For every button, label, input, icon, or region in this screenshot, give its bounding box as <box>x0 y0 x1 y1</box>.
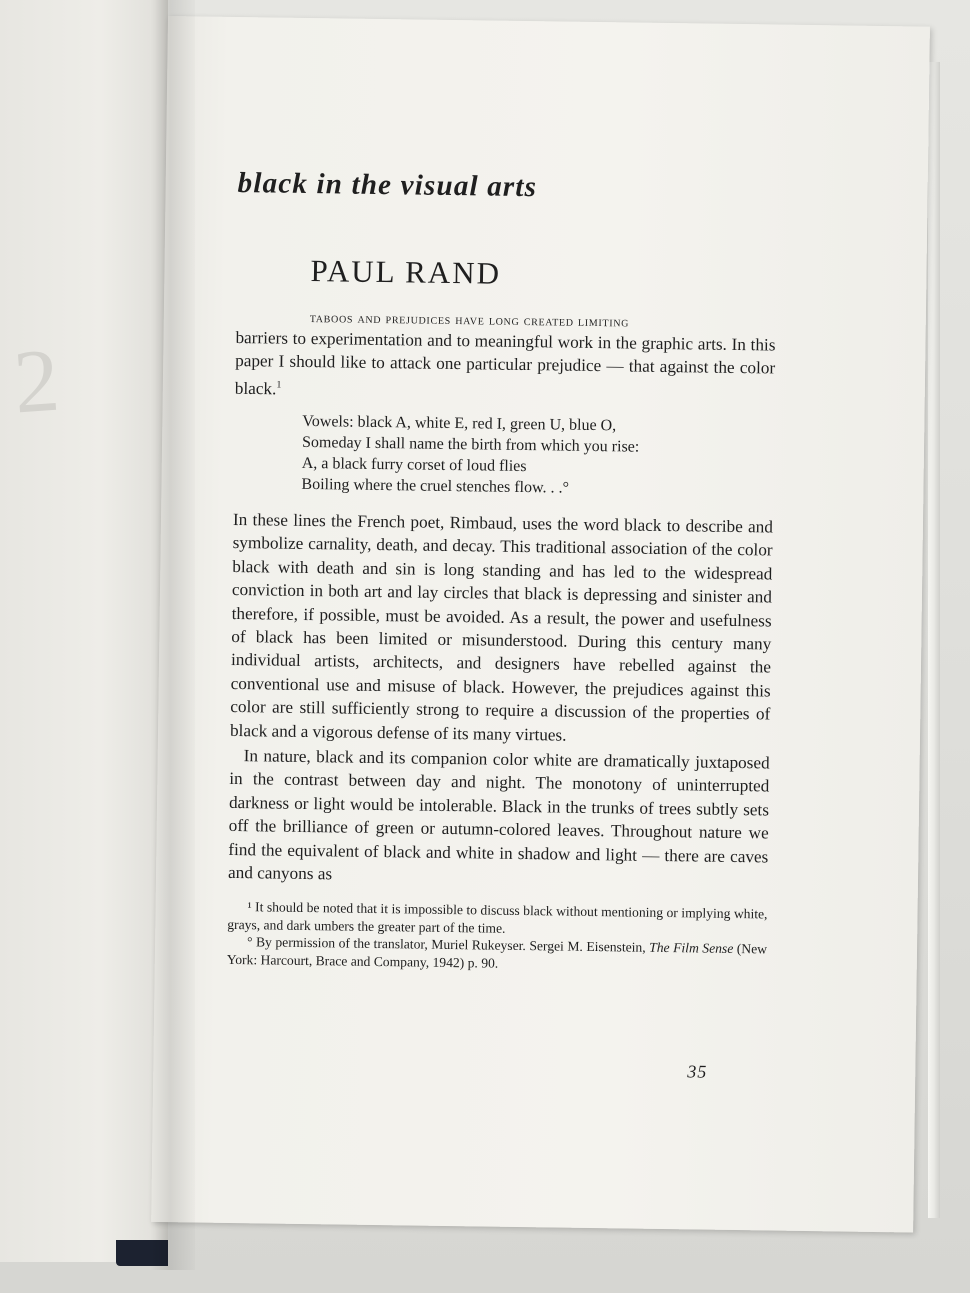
footnote-2-title: The Film Sense <box>649 940 734 957</box>
paragraph-3: In nature, black and its companion color white are dramatically juxtaposed in the contrast between day and night. The monotony of uninterrupted darkness or light would be intolerable. Black in the trunks of trees subtly sets off the brilliance of green or autumn-colored leaves. Throughout nature we find the equivalent of black and white in shadow and light — there are caves and canyons as <box>227 746 770 884</box>
page-number: 35 <box>687 1061 708 1082</box>
footnote-1: ¹ It should be noted that it is impossible to discuss black without mentioning or implying white, grays, and dark umbers the greater part of the time. <box>227 899 768 936</box>
footnote-2 <box>227 933 767 976</box>
poem-line: Boiling where the cruel stenches flow. . .° <box>301 475 570 497</box>
page-edges <box>928 62 940 1218</box>
footnotes <box>227 898 768 976</box>
page-content <box>226 166 778 1082</box>
poem-line: Vowels: black A, white E, red I, green U, blue O, <box>302 412 617 435</box>
footnote-2-source: (New York: Harcourt, Brace and Company, 1942) p. 90. <box>226 941 768 971</box>
author-name: PAUL RAND <box>310 253 502 291</box>
footnote-2-text: ° By permission of the translator, Muriel Rukeyser. Sergei M. Eisenstein, <box>246 934 646 956</box>
paragraph-1 <box>235 326 776 407</box>
poem-line: A, a black furry corset of loud flies <box>301 454 527 476</box>
lead-in-small-caps: taboos and prejudices have long created limiting <box>309 310 630 331</box>
paragraph-2: In these lines the French poet, Rimbaud, uses the word black to describe and symbolize carnality, death, and decay. This traditional association of the color black with death and sin is long standing and has led to the widespread conviction in both art and lay circles that black is depressing and sinister and therefore, if possible, must be avoided. As a result, the power and usefulness of black has been limited or misunderstood. During this century many individual artists, architects, and designers have rebelled against the conventional use and misuse of black. However, the prejudices against this color are still sufficiently strong to require a discussion of the properties of black and a vigorous defense of its many virtues. <box>229 509 774 745</box>
paragraph-1-text: barriers to experimentation and to meaningful work in the graphic arts. In this paper I should like to attack one particular prejudice — that against the color black. <box>234 327 776 399</box>
show-through-numeral: 2 <box>10 330 63 433</box>
left-page <box>0 0 168 1262</box>
footnote-ref-1: 1 <box>276 379 282 391</box>
right-page <box>151 16 930 1233</box>
poem-quote <box>301 411 774 502</box>
chapter-heading: black in the visual arts <box>237 166 538 204</box>
poem-line: Someday I shall name the birth from which you rise: <box>301 433 640 456</box>
gutter-shadow <box>150 0 195 1270</box>
